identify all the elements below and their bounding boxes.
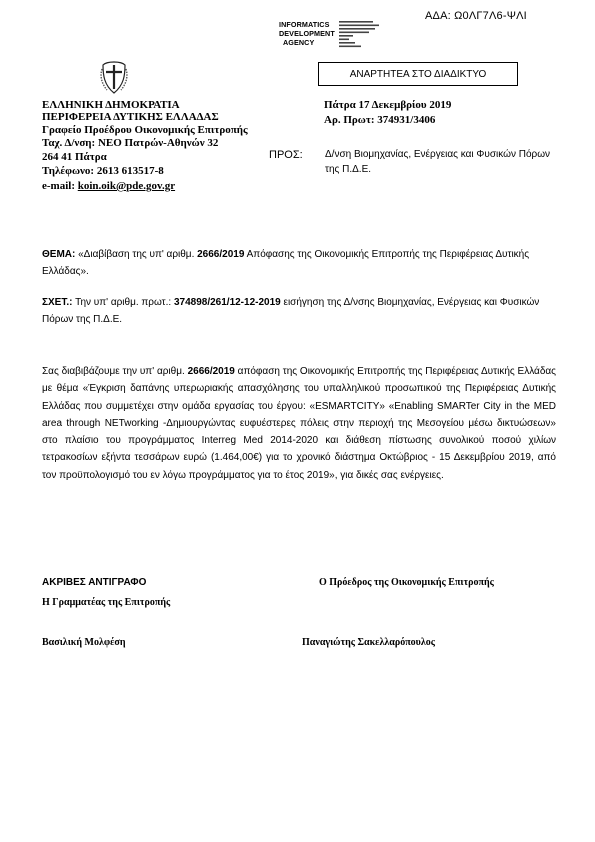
- org-line-address: Ταχ. Δ/νση: ΝΕΟ Πατρών-Αθηνών 32: [42, 137, 219, 149]
- president-name: Παναγιώτης Σακελλαρόπουλος: [302, 637, 436, 648]
- secretary-name: Βασιλική Μολφέση: [42, 637, 126, 648]
- reference-paragraph: ΣΧΕΤ.: Την υπ' αριθμ. πρωτ.: 374898/261/12-12-2019 εισήγηση της Δ/νσης Βιομηχανίας, Ενέργειας και Φυσικών Πόρων της Π.Δ.Ε.: [42, 297, 540, 326]
- greek-coat-of-arms-icon: [99, 61, 129, 95]
- org-line-region: ΠΕΡΙΦΕΡΕΙΑ ΔΥΤΙΚΗΣ ΕΛΛΑΔΑΣ: [42, 111, 219, 123]
- document-date: Πάτρα 17 Δεκεμβρίου 2019: [324, 99, 452, 111]
- protocol-number: Αρ. Πρωτ: 374931/3406: [324, 114, 436, 126]
- certified-copy-title: ΑΚΡΙΒΕΣ ΑΝΤΙΓΡΑΦΟ: [42, 577, 147, 588]
- org-line-phone: Τηλέφωνο: 2613 613517-8: [42, 165, 164, 177]
- agency-logo: [279, 19, 549, 49]
- agency-logo-fineprint-icon: [339, 21, 389, 49]
- org-line-email: e-mail: koin.oik@pde.gov.gr: [42, 180, 176, 192]
- ada-code: ΑΔΑ: Ω0ΛΓ7Λ6-ΨΛΙ: [425, 10, 527, 22]
- email-link[interactable]: koin.oik@pde.gov.gr: [77, 180, 176, 192]
- org-line-office: Γραφείο Προέδρου Οικονομικής Επιτροπής: [42, 124, 248, 136]
- publish-online-stamp: ΑΝΑΡΤΗΤΕΑ ΣΤΟ ΔΙΑΔΙΚΤΥΟ: [318, 62, 518, 86]
- secretary-role: Η Γραμματέας της Επιτροπής: [42, 597, 171, 608]
- subject-paragraph: ΘΕΜΑ: «Διαβίβαση της υπ' αριθμ. 2666/2019 Απόφασης της Οικονομικής Επιτροπής της Περιφέρειας Δυτικής Ελλάδας».: [42, 249, 530, 278]
- recipient-text: Δ/νση Βιομηχανίας, Ενέργειας και Φυσικών Πόρων της Π.Δ.Ε.: [325, 149, 551, 175]
- body-paragraph: Σας διαβιβάζουμε την υπ' αριθμ. 2666/2019 απόφαση της Οικονομικής Επιτροπής της Περιφέρειας Δυτικής Ελλάδας με θέμα «Έγκριση δαπάνης υπερωριακής απασχόλησης του υπαλληλικού προσωπικού της Περιφέρειας Δυτικής Ελλάδας που συμμετέχει στην ομάδα εργασίας του έργου: «ESMARTCITY» «Enabling SMARTer City in the MED area through NETworking -Δημιουργώντας ευφυέστερες πόλεις στην περιοχή της Μεσογείου μέσω δικτυώσεων» στο πλαίσιο του προγράμματος Interreg Med 2014-2020 και διάθεση πίστωσης συνολικού ποσού χιλίων τετρακοσίων εξήντα τεσσάρων ευρώ (1.464,00€) για το χρονικό διάστημα Οκτώβριος - 15 Δεκεμβρίου 2019, από τον προϋπολογισμό του εν λόγω προγράμματος για το έτος 2019», για δικές σας ενέργειες.: [42, 366, 556, 481]
- president-role: Ο Πρόεδρος της Οικονομικής Επιτροπής: [319, 577, 494, 588]
- recipient-label: ΠΡΟΣ:: [269, 149, 303, 161]
- org-line-republic: ΕΛΛΗΝΙΚΗ ΔΗΜΟΚΡΑΤΙΑ: [42, 99, 180, 111]
- agency-logo-text: INFORMATICS DEVELOPMENT AGENCY: [279, 20, 335, 47]
- org-line-postcode: 264 41 Πάτρα: [42, 151, 107, 163]
